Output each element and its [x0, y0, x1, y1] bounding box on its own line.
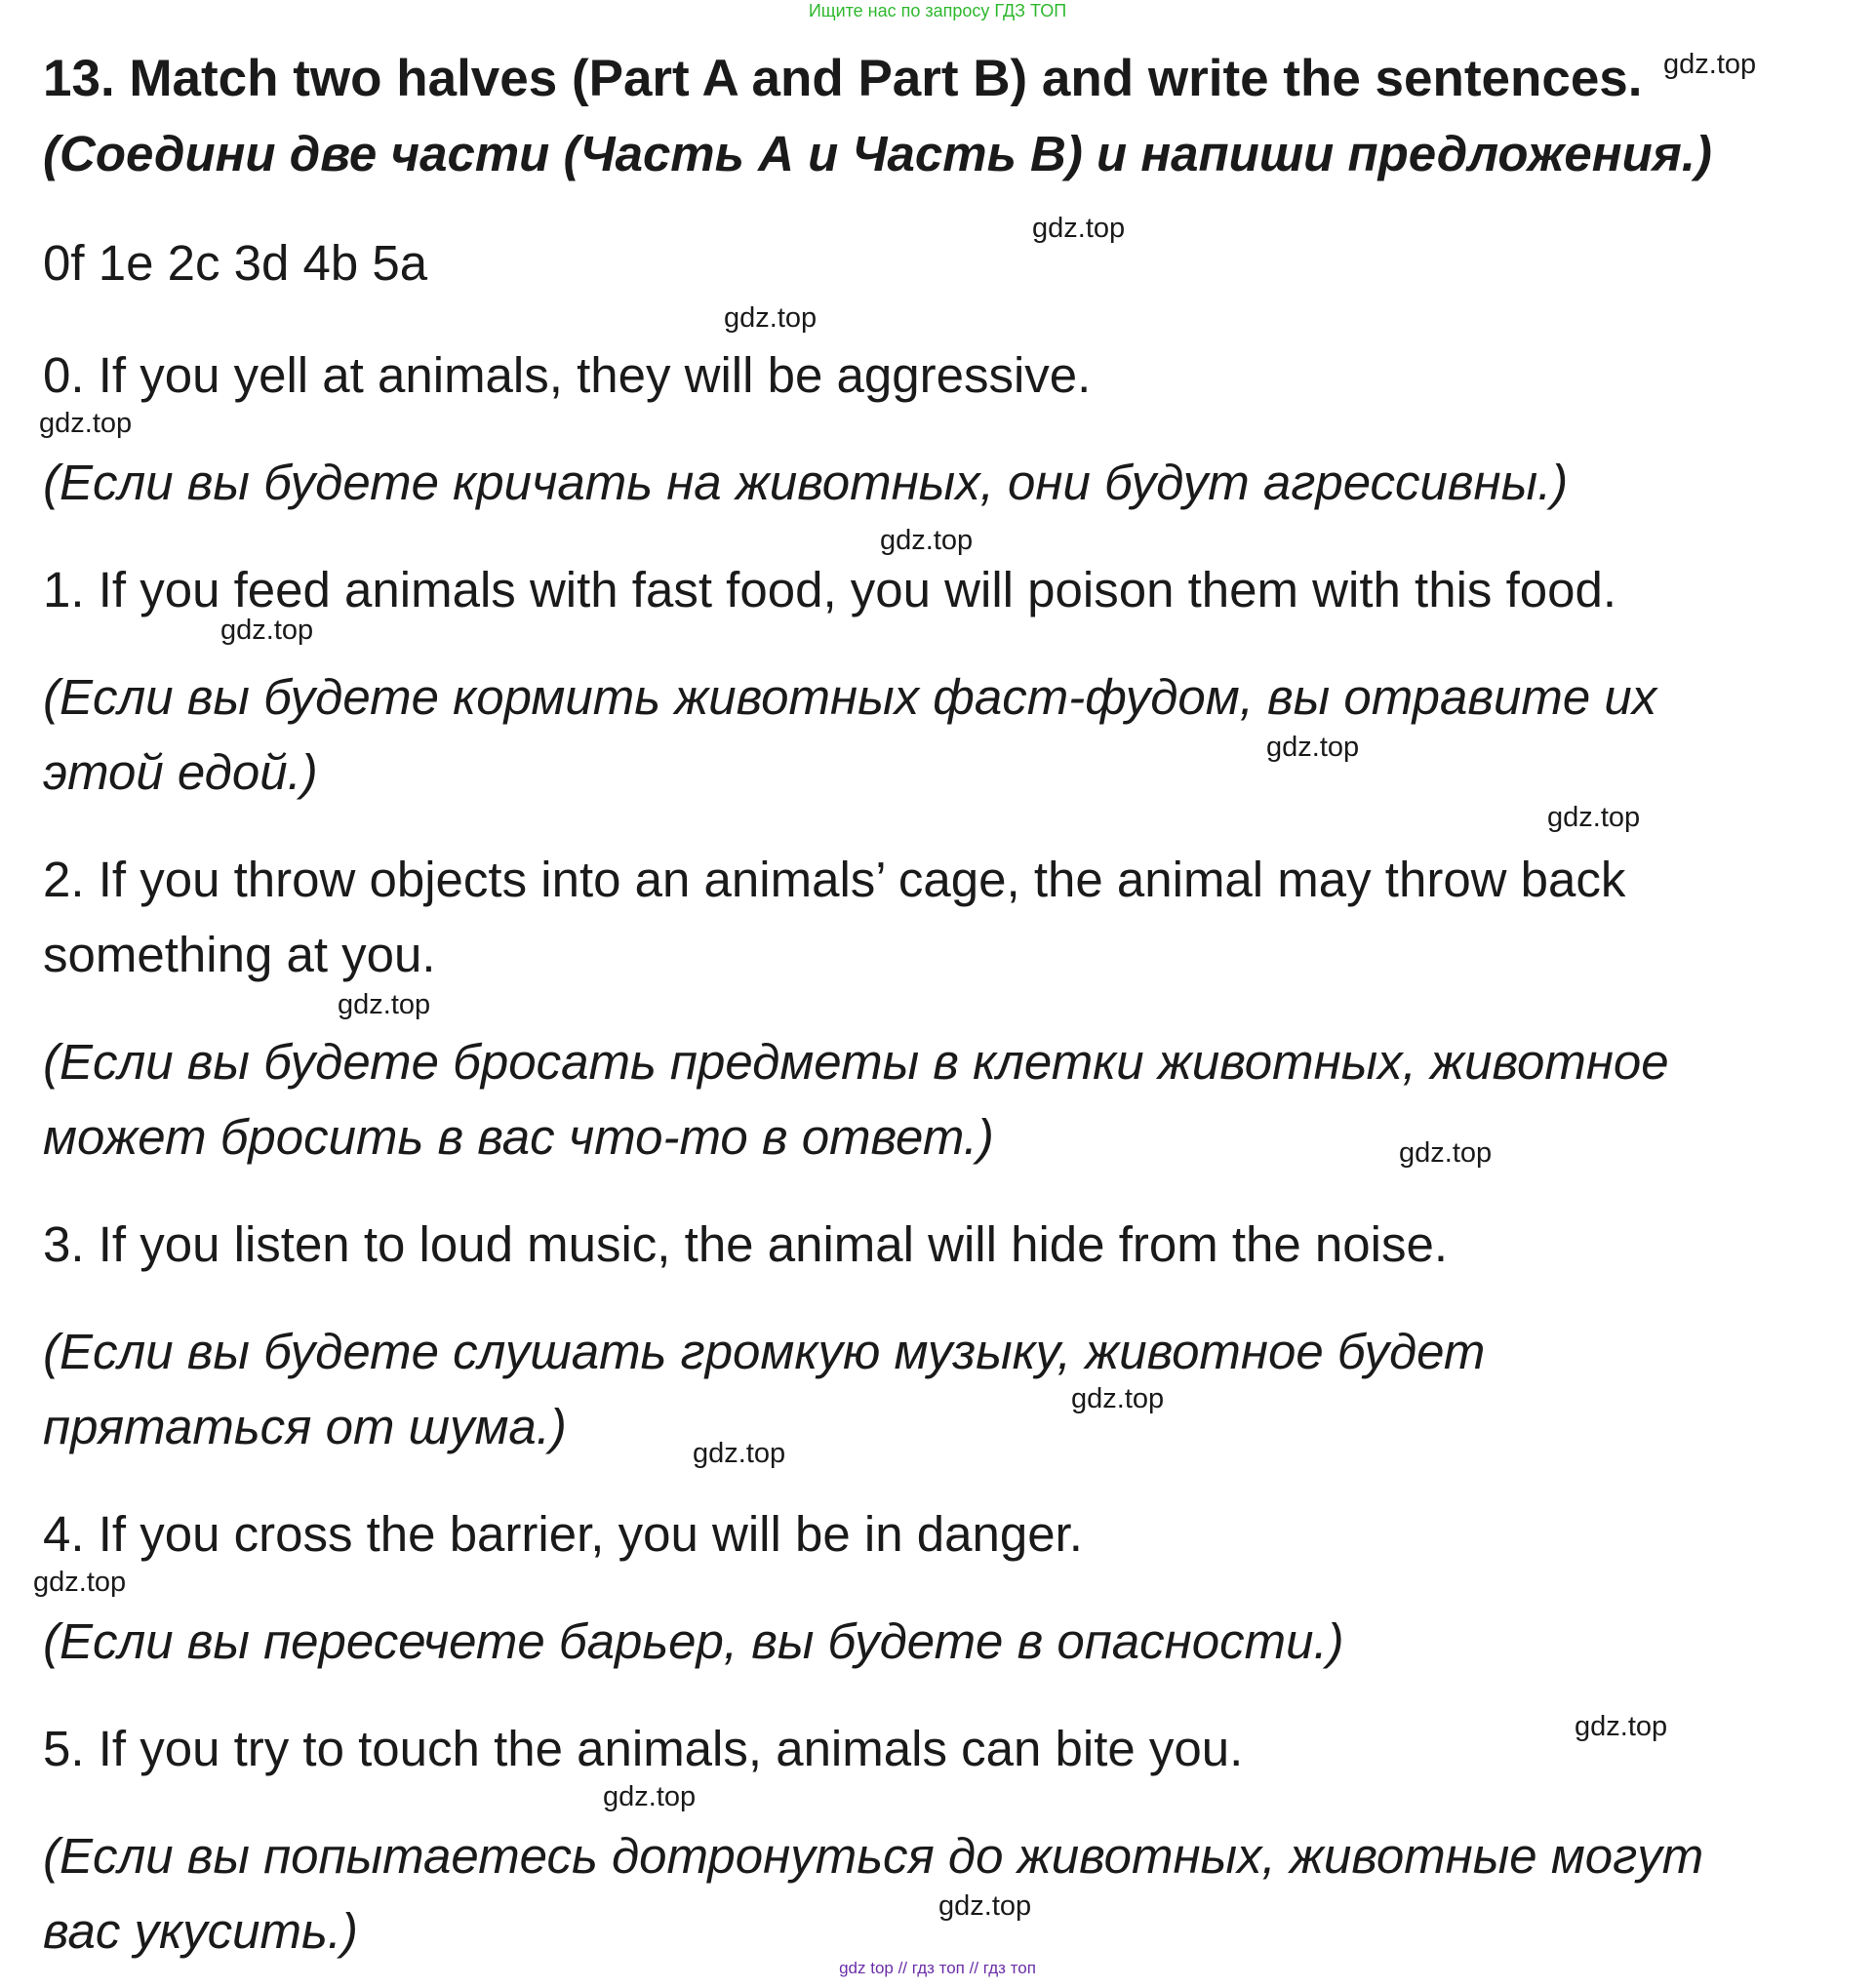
- watermark: gdz.top: [1266, 732, 1360, 763]
- sentence-3-ru-line-1: (Если вы будете слушать громкую музыку, животное будет: [43, 1324, 1486, 1379]
- sentence-1-ru-line-1: (Если вы будете кормить животных фаст-фудом, вы отравите их: [43, 669, 1657, 725]
- sentence-0-en: 0. If you yell at animals, they will be aggressive.: [43, 347, 1092, 403]
- top-search-link[interactable]: Ищите нас по запросу ГДЗ ТОП: [808, 1, 1067, 20]
- sentence-5-ru-line-2: вас укусить.): [43, 1903, 358, 1959]
- watermark: gdz.top: [1663, 49, 1757, 80]
- footer-links[interactable]: gdz top // гдз топ // гдз топ: [839, 1959, 1036, 1977]
- watermark: gdz.top: [1032, 213, 1126, 244]
- watermark: gdz.top: [33, 1567, 127, 1598]
- sentence-3-ru-line-2: прятаться от шума.): [43, 1399, 567, 1454]
- sentence-1-ru-line-2: этой едой.): [43, 744, 318, 800]
- sentence-0-ru-line-1: (Если вы будете кричать на животных, они будут агрессивны.): [43, 455, 1569, 510]
- answer-key: 0f 1e 2c 3d 4b 5a: [43, 235, 428, 291]
- watermark: gdz.top: [1575, 1711, 1668, 1742]
- watermark: gdz.top: [603, 1781, 697, 1812]
- sentence-4-en: 4. If you cross the barrier, you will be in danger.: [43, 1506, 1083, 1562]
- sentence-2-ru-line-1: (Если вы будете бросать предметы в клетки животных, животное: [43, 1034, 1669, 1090]
- sentence-5-ru-line-1: (Если вы попытаетесь дотронуться до животных, животные могут: [43, 1828, 1704, 1884]
- watermark: gdz.top: [1547, 802, 1641, 833]
- watermark: gdz.top: [1071, 1383, 1165, 1414]
- watermark: gdz.top: [338, 989, 431, 1020]
- sentence-5-en: 5. If you try to touch the animals, animals can bite you.: [43, 1721, 1244, 1776]
- sentence-1-en: 1. If you feed animals with fast food, you will poison them with this food.: [43, 562, 1616, 617]
- exercise-subtitle: (Соедини две части (Часть А и Часть В) и напиши предложения.): [43, 126, 1712, 181]
- watermark: gdz.top: [39, 408, 133, 439]
- sentence-3-en: 3. If you listen to loud music, the animal will hide from the noise.: [43, 1216, 1449, 1272]
- exercise-title: 13. Match two halves (Part A and Part B) and write the sentences.: [43, 50, 1643, 107]
- sentence-2-en-line-1: 2. If you throw objects into an animals’ cage, the animal may throw back: [43, 852, 1626, 907]
- watermark: gdz.top: [938, 1890, 1032, 1922]
- sentence-2-ru-line-2: может бросить в вас что-то в ответ.): [43, 1109, 994, 1165]
- watermark: gdz.top: [1399, 1137, 1493, 1169]
- sentence-4-ru-line-1: (Если вы пересечете барьер, вы будете в опасности.): [43, 1613, 1344, 1669]
- watermark: gdz.top: [724, 302, 818, 334]
- watermark: gdz.top: [220, 615, 314, 646]
- sentence-2-en-line-2: something at you.: [43, 927, 436, 982]
- watermark: gdz.top: [880, 525, 974, 556]
- watermark: gdz.top: [693, 1438, 786, 1469]
